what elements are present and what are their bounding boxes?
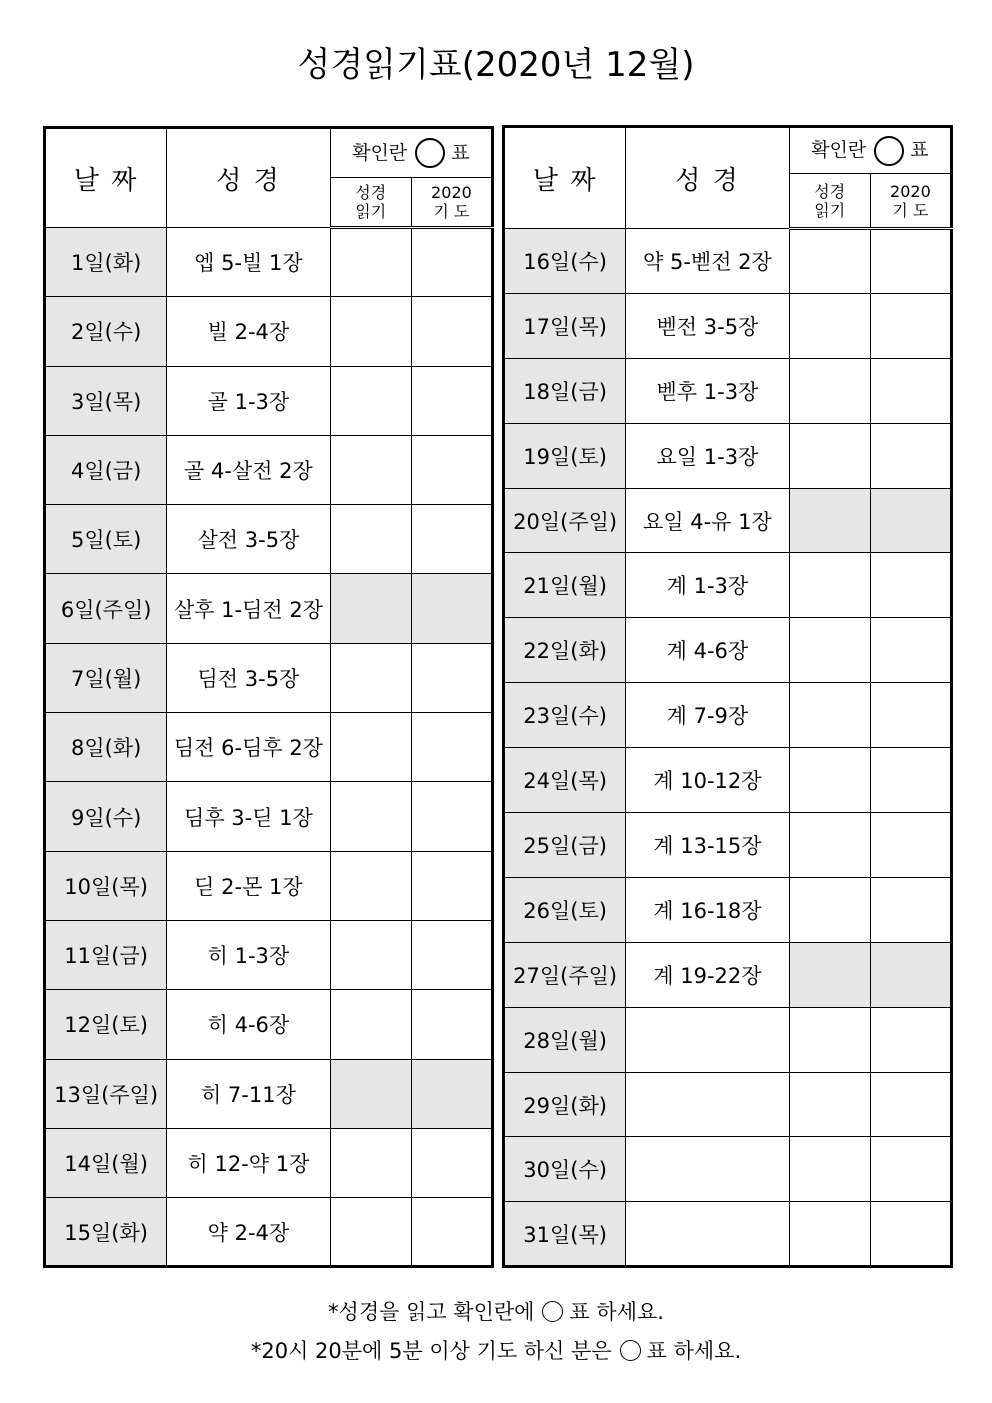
table-row xyxy=(45,574,493,643)
header-read xyxy=(330,178,411,228)
pray-check-cell[interactable] xyxy=(870,683,951,748)
header-read-line2: 읽기 xyxy=(355,202,387,221)
reading-cell xyxy=(626,1072,789,1137)
table-row xyxy=(45,990,493,1059)
date-cell: 28일(월) xyxy=(504,1007,626,1072)
table-row xyxy=(45,782,493,851)
circle-icon xyxy=(620,1340,641,1361)
reading-cell: 딤후 3-딛 1장 xyxy=(167,782,330,851)
date-cell: 11일(금) xyxy=(45,920,167,989)
reading-cell: 계 13-15장 xyxy=(626,813,789,878)
pray-check-cell[interactable] xyxy=(870,813,951,878)
read-check-cell[interactable] xyxy=(330,228,411,297)
date-cell: 25일(금) xyxy=(504,813,626,878)
table-row xyxy=(45,1128,493,1197)
date-cell: 8일(화) xyxy=(45,713,167,782)
reading-cell: 약 5-벧전 2장 xyxy=(626,229,789,294)
note-1-suffix: 표 하세요. xyxy=(569,1300,664,1324)
read-check-cell[interactable] xyxy=(330,574,411,643)
table-row xyxy=(504,1072,952,1137)
header-bible: 성 경 xyxy=(626,127,789,229)
table-row xyxy=(45,297,493,366)
reading-cell xyxy=(626,1137,789,1202)
table-row xyxy=(45,1198,493,1267)
header-check-suffix: 표 xyxy=(910,139,929,162)
header-pray xyxy=(870,174,951,229)
note-line-2 xyxy=(0,1335,992,1365)
reading-cell: 요일 4-유 1장 xyxy=(626,488,789,553)
date-cell: 6일(주일) xyxy=(45,574,167,643)
pray-check-cell[interactable] xyxy=(870,618,951,683)
reading-cell: 골 1-3장 xyxy=(167,366,330,435)
pray-check-cell[interactable] xyxy=(411,574,492,643)
table-row xyxy=(504,1137,952,1202)
date-cell: 19일(토) xyxy=(504,423,626,488)
pray-check-cell[interactable] xyxy=(870,293,951,358)
header-pray-line1: 2020 xyxy=(890,181,931,201)
reading-cell: 히 1-3장 xyxy=(167,920,330,989)
table-row xyxy=(45,643,493,712)
table-row xyxy=(45,366,493,435)
read-check-cell[interactable] xyxy=(789,1007,870,1072)
pray-check-cell[interactable] xyxy=(411,228,492,297)
read-check-cell[interactable] xyxy=(330,1059,411,1128)
date-cell: 23일(수) xyxy=(504,683,626,748)
pray-check-cell[interactable] xyxy=(870,488,951,553)
circle-icon xyxy=(874,136,904,166)
pray-check-cell[interactable] xyxy=(411,1059,492,1128)
pray-check-cell[interactable] xyxy=(870,1007,951,1072)
table-row xyxy=(504,553,952,618)
read-check-cell[interactable] xyxy=(789,553,870,618)
reading-cell: 딛 2-몬 1장 xyxy=(167,851,330,920)
table-row xyxy=(45,505,493,574)
header-pray-line2: 기 도 xyxy=(892,200,929,220)
date-cell: 15일(화) xyxy=(45,1198,167,1267)
reading-cell: 히 12-약 1장 xyxy=(167,1128,330,1197)
date-cell: 26일(토) xyxy=(504,877,626,942)
table-row xyxy=(45,1059,493,1128)
date-cell: 13일(주일) xyxy=(45,1059,167,1128)
date-cell: 30일(수) xyxy=(504,1137,626,1202)
header-pray-line1: 2020 xyxy=(431,183,472,202)
reading-cell: 계 1-3장 xyxy=(626,553,789,618)
reading-cell: 계 4-6장 xyxy=(626,618,789,683)
reading-cell: 계 10-12장 xyxy=(626,748,789,813)
read-check-cell[interactable] xyxy=(330,1128,411,1197)
table-row xyxy=(504,358,952,423)
header-read-line1: 성경 xyxy=(355,183,387,202)
pray-check-cell[interactable] xyxy=(411,366,492,435)
pray-check-cell[interactable] xyxy=(411,920,492,989)
table-row xyxy=(45,920,493,989)
read-check-cell[interactable] xyxy=(789,748,870,813)
date-cell: 20일(주일) xyxy=(504,488,626,553)
read-check-cell[interactable] xyxy=(789,488,870,553)
read-check-cell[interactable] xyxy=(789,1202,870,1267)
date-cell: 12일(토) xyxy=(45,990,167,1059)
read-check-cell[interactable] xyxy=(789,683,870,748)
header-check xyxy=(330,128,492,178)
read-check-cell[interactable] xyxy=(330,297,411,366)
date-cell: 21일(월) xyxy=(504,553,626,618)
read-check-cell[interactable] xyxy=(330,505,411,574)
reading-cell: 엡 5-빌 1장 xyxy=(167,228,330,297)
date-cell: 3일(목) xyxy=(45,366,167,435)
reading-cell: 살후 1-딤전 2장 xyxy=(167,574,330,643)
header-read-line1: 성경 xyxy=(814,181,846,201)
read-check-cell[interactable] xyxy=(789,1137,870,1202)
table-row xyxy=(504,423,952,488)
header-pray-line2: 기 도 xyxy=(433,202,470,221)
reading-cell: 계 19-22장 xyxy=(626,942,789,1007)
reading-cell: 골 4-살전 2장 xyxy=(167,435,330,504)
reading-cell: 딤전 3-5장 xyxy=(167,643,330,712)
read-check-cell[interactable] xyxy=(330,366,411,435)
pray-check-cell[interactable] xyxy=(870,423,951,488)
header-check-label: 확인란 xyxy=(811,139,867,162)
reading-table-left xyxy=(43,126,494,1268)
date-cell: 22일(화) xyxy=(504,618,626,683)
pray-check-cell[interactable] xyxy=(411,643,492,712)
read-check-cell[interactable] xyxy=(789,877,870,942)
pray-check-cell[interactable] xyxy=(411,713,492,782)
pray-check-cell[interactable] xyxy=(411,505,492,574)
read-check-cell[interactable] xyxy=(330,1198,411,1267)
date-cell: 1일(화) xyxy=(45,228,167,297)
page-title: 성경읽기표(2020년 12월) xyxy=(297,45,695,85)
read-check-cell[interactable] xyxy=(330,643,411,712)
read-check-cell[interactable] xyxy=(330,713,411,782)
table-row xyxy=(504,1007,952,1072)
read-check-cell[interactable] xyxy=(789,293,870,358)
date-cell: 17일(목) xyxy=(504,293,626,358)
header-check xyxy=(789,127,951,174)
table-row xyxy=(504,683,952,748)
note-1-text: *성경을 읽고 확인란에 xyxy=(328,1300,535,1324)
date-cell: 18일(금) xyxy=(504,358,626,423)
pray-check-cell[interactable] xyxy=(870,1137,951,1202)
table-row xyxy=(504,1202,952,1267)
reading-cell: 살전 3-5장 xyxy=(167,505,330,574)
header-check-suffix: 표 xyxy=(451,141,470,164)
reading-cell xyxy=(626,1202,789,1267)
date-cell: 10일(목) xyxy=(45,851,167,920)
pray-check-cell[interactable] xyxy=(870,748,951,813)
read-check-cell[interactable] xyxy=(330,990,411,1059)
read-check-cell[interactable] xyxy=(789,942,870,1007)
pray-check-cell[interactable] xyxy=(411,851,492,920)
note-2-suffix: 표 하세요. xyxy=(646,1339,742,1363)
header-read-line2: 읽기 xyxy=(814,200,846,220)
date-cell: 9일(수) xyxy=(45,782,167,851)
table-row xyxy=(45,228,493,297)
read-check-cell[interactable] xyxy=(330,435,411,504)
reading-cell: 히 7-11장 xyxy=(167,1059,330,1128)
table-row xyxy=(45,435,493,504)
reading-cell: 히 4-6장 xyxy=(167,990,330,1059)
table-row xyxy=(504,488,952,553)
note-line-1 xyxy=(0,1296,992,1326)
date-cell: 14일(월) xyxy=(45,1128,167,1197)
table-row xyxy=(504,877,952,942)
header-bible: 성 경 xyxy=(167,128,330,228)
pray-check-cell[interactable] xyxy=(411,435,492,504)
header-pray xyxy=(411,178,492,228)
header-date: 날 짜 xyxy=(504,127,626,229)
date-cell: 27일(주일) xyxy=(504,942,626,1007)
reading-cell xyxy=(626,1007,789,1072)
read-check-cell[interactable] xyxy=(789,423,870,488)
date-cell: 5일(토) xyxy=(45,505,167,574)
table-row xyxy=(504,229,952,294)
read-check-cell[interactable] xyxy=(789,618,870,683)
read-check-cell[interactable] xyxy=(330,920,411,989)
date-cell: 29일(화) xyxy=(504,1072,626,1137)
reading-cell: 계 16-18장 xyxy=(626,877,789,942)
table-row xyxy=(504,618,952,683)
reading-cell: 딤전 6-딤후 2장 xyxy=(167,713,330,782)
circle-icon xyxy=(415,138,445,168)
pray-check-cell[interactable] xyxy=(870,877,951,942)
reading-cell: 벧전 3-5장 xyxy=(626,293,789,358)
date-cell: 16일(수) xyxy=(504,229,626,294)
table-row xyxy=(504,293,952,358)
reading-cell: 요일 1-3장 xyxy=(626,423,789,488)
pray-check-cell[interactable] xyxy=(870,229,951,294)
reading-cell: 약 2-4장 xyxy=(167,1198,330,1267)
pray-check-cell[interactable] xyxy=(870,358,951,423)
read-check-cell[interactable] xyxy=(330,851,411,920)
table-row xyxy=(504,942,952,1007)
read-check-cell[interactable] xyxy=(330,782,411,851)
date-cell: 2일(수) xyxy=(45,297,167,366)
pray-check-cell[interactable] xyxy=(870,1202,951,1267)
read-check-cell[interactable] xyxy=(789,229,870,294)
reading-cell: 벧후 1-3장 xyxy=(626,358,789,423)
table-row xyxy=(45,851,493,920)
reading-table-right xyxy=(502,125,953,1268)
date-cell: 7일(월) xyxy=(45,643,167,712)
date-cell: 31일(목) xyxy=(504,1202,626,1267)
circle-icon xyxy=(542,1301,563,1322)
header-read xyxy=(789,174,870,229)
table-row xyxy=(504,748,952,813)
pray-check-cell[interactable] xyxy=(411,297,492,366)
read-check-cell[interactable] xyxy=(789,358,870,423)
reading-cell: 계 7-9장 xyxy=(626,683,789,748)
table-row xyxy=(504,813,952,878)
date-cell: 24일(목) xyxy=(504,748,626,813)
pray-check-cell[interactable] xyxy=(411,990,492,1059)
pray-check-cell[interactable] xyxy=(411,782,492,851)
read-check-cell[interactable] xyxy=(789,1072,870,1137)
table-row xyxy=(45,713,493,782)
header-date: 날 짜 xyxy=(45,128,167,228)
header-check-label: 확인란 xyxy=(352,141,408,164)
pray-check-cell[interactable] xyxy=(870,1072,951,1137)
reading-cell: 빌 2-4장 xyxy=(167,297,330,366)
pray-check-cell[interactable] xyxy=(411,1128,492,1197)
pray-check-cell[interactable] xyxy=(870,553,951,618)
pray-check-cell[interactable] xyxy=(411,1198,492,1267)
date-cell: 4일(금) xyxy=(45,435,167,504)
pray-check-cell[interactable] xyxy=(870,942,951,1007)
note-2-text: *20시 20분에 5분 이상 기도 하신 분은 xyxy=(250,1339,612,1363)
read-check-cell[interactable] xyxy=(789,813,870,878)
